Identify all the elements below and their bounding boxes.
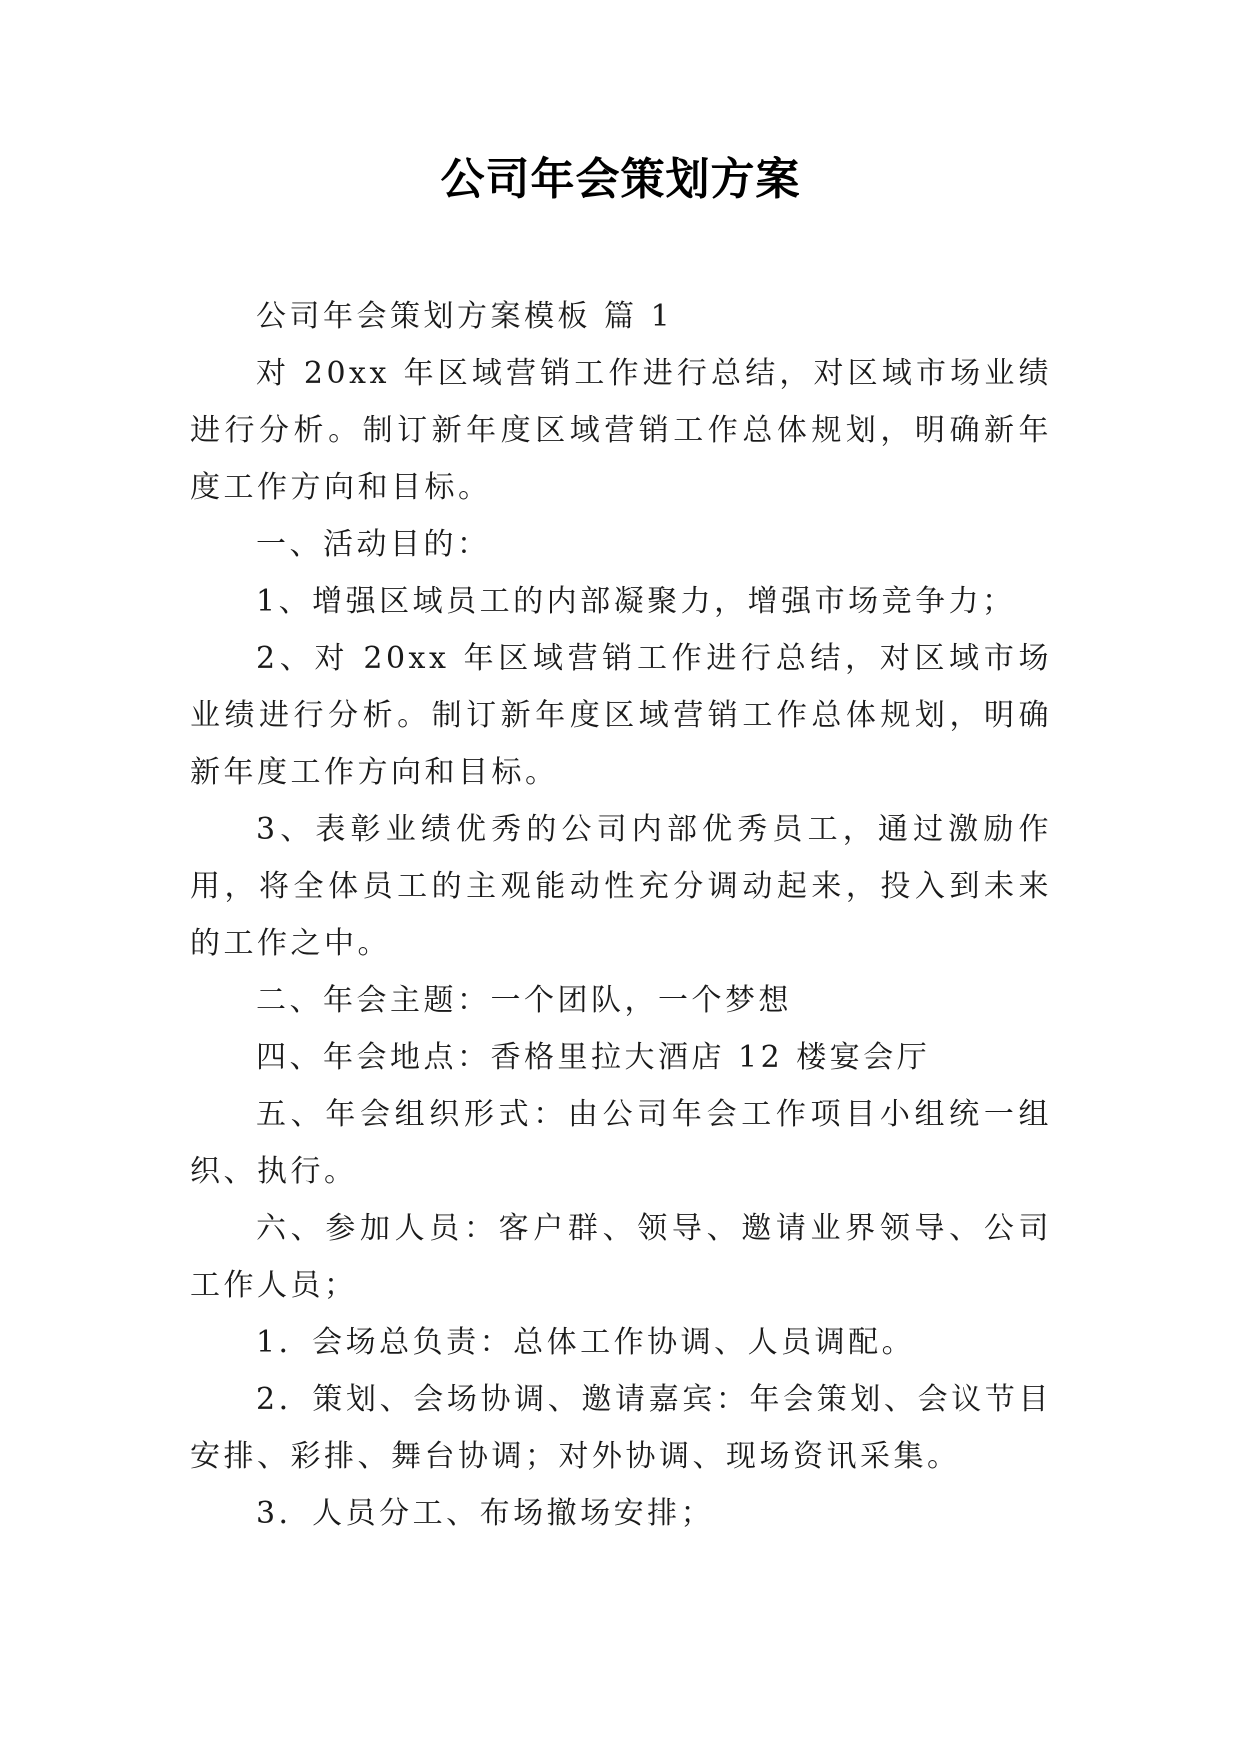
document-title: 公司年会策划方案 xyxy=(440,154,801,205)
duty-item-2: 2．策划、会场协调、邀请嘉宾：年会策划、会议节目安排、彩排、舞台协调；对外协调、现场资讯采集。 xyxy=(190,1382,1052,1474)
section-participants: 六、参加人员：客户群、领导、邀请业界领导、公司工作人员； xyxy=(190,1211,1052,1303)
section-venue: 四、年会地点：香格里拉大酒店 12 楼宴会厅 xyxy=(256,1040,931,1075)
purpose-item-3: 3、表彰业绩优秀的公司内部优秀员工，通过激励作用，将全体员工的主观能动性充分调动起来，投入到未来的工作之中。 xyxy=(190,812,1052,961)
duty-item-3: 3．人员分工、布场撤场安排； xyxy=(256,1496,715,1531)
section-heading-purpose: 一、活动目的： xyxy=(256,527,491,562)
paragraph-intro: 对 20xx 年区域营销工作进行总结，对区域市场业绩进行分析。制订新年度区域营销工作总体规划，明确新年度工作方向和目标。 xyxy=(190,356,1052,505)
purpose-item-1: 1、增强区域员工的内部凝聚力，增强市场竞争力； xyxy=(256,584,1016,619)
duty-item-1: 1．会场总负责：总体工作协调、人员调配。 xyxy=(256,1325,916,1360)
section-theme: 二、年会主题：一个团队，一个梦想 xyxy=(256,983,792,1018)
document-body xyxy=(190,288,1052,1542)
purpose-item-2: 2、对 20xx 年区域营销工作进行总结，对区域市场业绩进行分析。制订新年度区域营销工作总体规划，明确新年度工作方向和目标。 xyxy=(190,641,1052,790)
paragraph-template-heading: 公司年会策划方案模板 篇 1 xyxy=(256,299,674,334)
section-organization: 五、年会组织形式：由公司年会工作项目小组统一组织、执行。 xyxy=(190,1097,1052,1189)
